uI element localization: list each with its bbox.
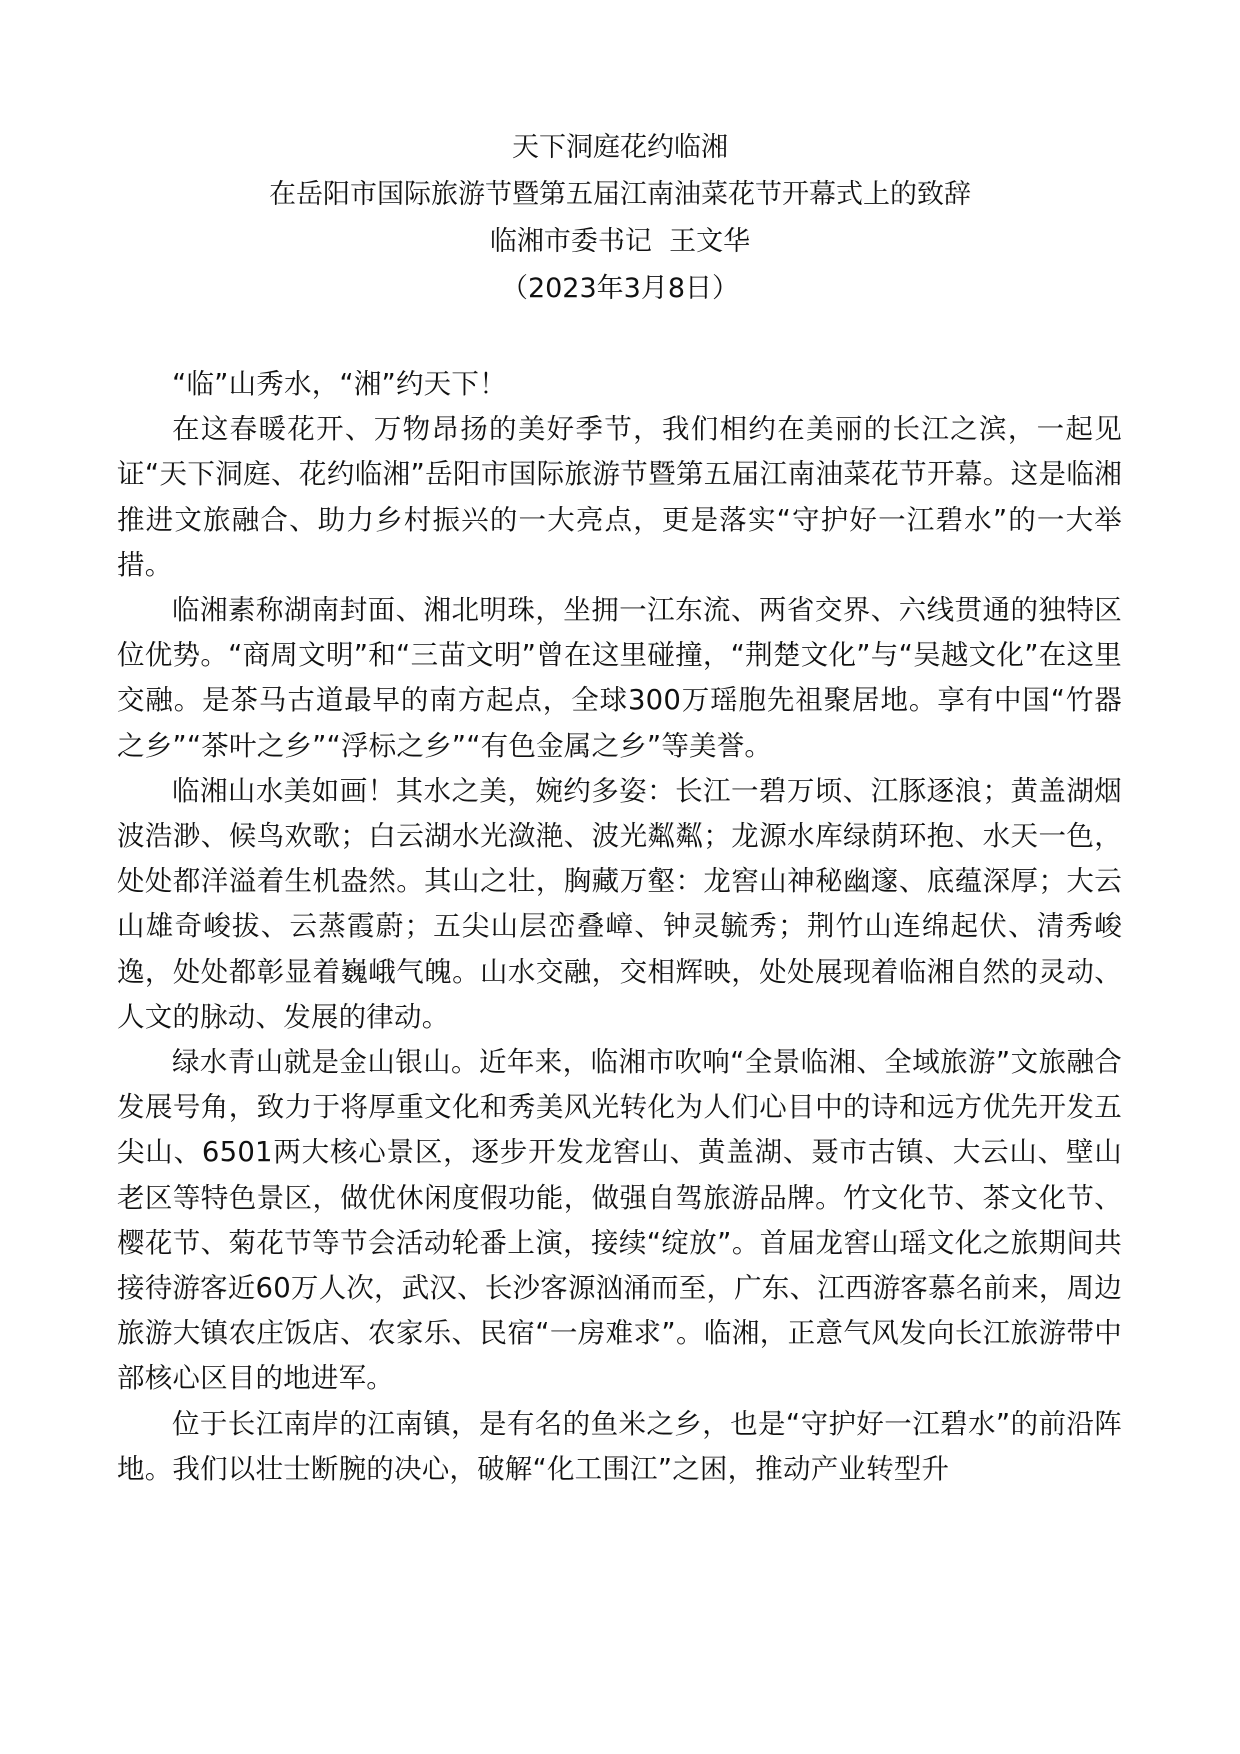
document-body (117, 362, 1122, 1492)
paragraph: 临湘山水美如画！其水之美，婉约多姿：长江一碧万顷、江豚逐浪；黄盖湖烟波浩渺、候鸟欢歌；白云湖水光潋滟、波光粼粼；龙源水库绿荫环抱、水天一色，处处都洋溢着生机盎然。其山之壮，胸藏万壑：龙窖山神秘幽邃、底蕴深厚；大云山雄奇峻拔、云蒸霞蔚；五尖山层峦叠嶂、钟灵毓秀；荆竹山连绵起伏、清秀峻逸，处处都彰显着巍峨气魄。山水交融，交相辉映，处处展现着临湘自然的灵动、人文的脉动、发展的律动。 (117, 774, 1122, 1033)
document-author: 临湘市委书记 王文华 (489, 226, 751, 257)
document-header (0, 124, 1240, 312)
document-title: 天下洞庭花约临湘 (512, 132, 728, 163)
paragraph: 临湘素称湖南封面、湘北明珠，坐拥一江东流、两省交界、六线贯通的独特区位优势。“商周文明”和“三苗文明”曾在这里碰撞，“荆楚文化”与“吴越文化”在这里交融。是茶马古道最早的南方起点，全球300万瑶胞先祖聚居地。享有中国“竹器之乡”“茶叶之乡”“浮标之乡”“有色金属之乡”等美誉。 (117, 594, 1122, 762)
document-subtitle: 在岳阳市国际旅游节暨第五届江南油菜花节开幕式上的致辞 (269, 179, 971, 210)
paragraph: 绿水青山就是金山银山。近年来，临湘市吹响“全景临湘、全域旅游”文旅融合发展号角，致力于将厚重文化和秀美风光转化为人们心目中的诗和远方优先开发五尖山、6501两大核心景区，逐步开发龙窖山、黄盖湖、聂市古镇、大云山、壁山老区等特色景区，做优休闲度假功能，做强自驾旅游品牌。竹文化节、茶文化节、樱花节、菊花节等节会活动轮番上演，接续“绽放”。首届龙窖山瑶文化之旅期间共接待游客近60万人次，武汉、长沙客源汹涌而至，广东、江西游客慕名前来，周边旅游大镇农庄饭店、农家乐、民宿“一房难求”。临湘，正意气风发向长江旅游带中部核心区目的地进军。 (117, 1046, 1122, 1395)
paragraph-opening: “临”山秀水，“湘”约天下！ (172, 368, 507, 400)
paragraph: 位于长江南岸的江南镇，是有名的鱼米之乡，也是“守护好一江碧水”的前沿阵地。我们以壮士断腕的决心，破解“化工围江”之困，推动产业转型升 (117, 1407, 1122, 1485)
paragraph: 在这春暖花开、万物昂扬的美好季节，我们相约在美丽的长江之滨，一起见证“天下洞庭、花约临湘”岳阳市国际旅游节暨第五届江南油菜花节开幕。这是临湘推进文旅融合、助力乡村振兴的一大亮点，更是落实“守护好一江碧水”的一大举措。 (117, 413, 1122, 581)
document-date: （2023年3月8日） (500, 273, 740, 304)
